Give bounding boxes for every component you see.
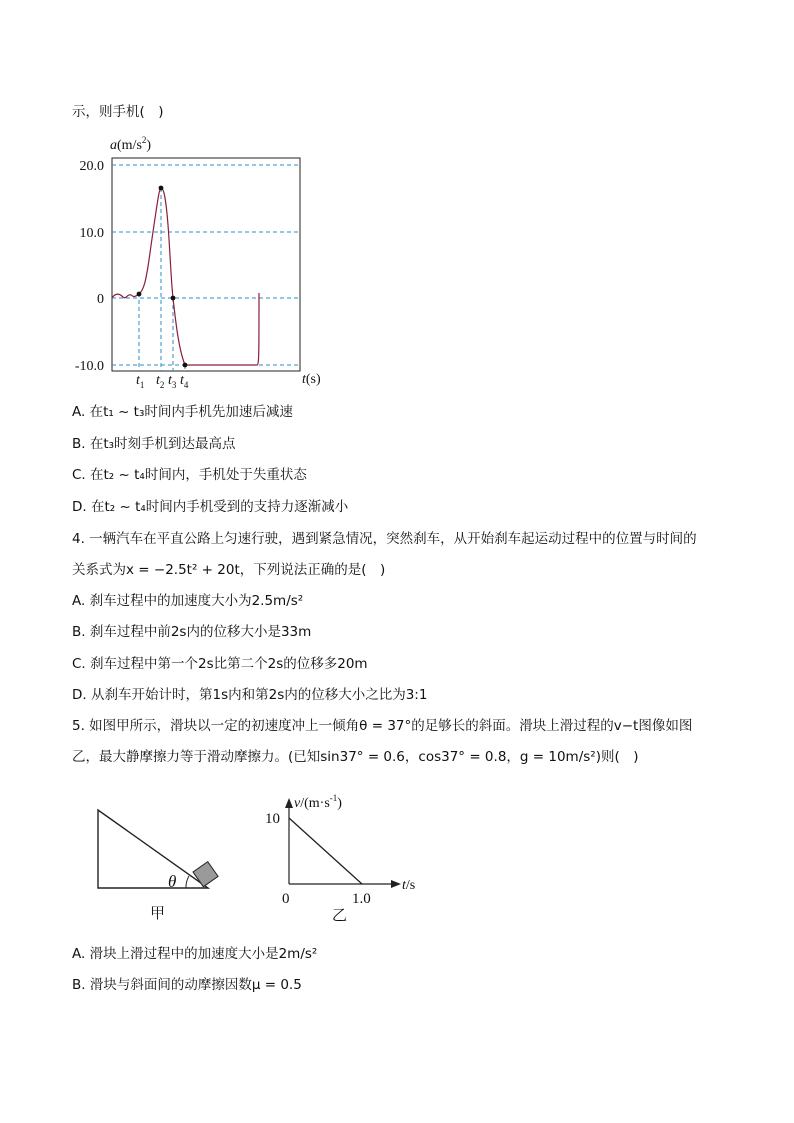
y-tick-20: 20.0: [79, 159, 104, 174]
t-axis-arrow: [391, 880, 401, 888]
q4-option-c: C. 刹车过程中第一个2s比第二个2s的位移多20m: [72, 656, 368, 672]
q4-stem-line2: 关系式为x = −2.5t² + 20t，下列说法正确的是( ): [72, 562, 386, 578]
q3-option-b: B. 在t₃时刻手机到达最高点: [72, 436, 236, 452]
t-axis-label: t/s: [402, 878, 416, 893]
y-tick-0: 0: [97, 292, 104, 307]
y-tick-minus10: -10.0: [74, 359, 104, 374]
q4-option-a: A. 刹车过程中的加速度大小为2.5m/s²: [72, 593, 304, 609]
marker-t3: $t_3$: [168, 373, 177, 390]
v-tick-10: 10: [265, 811, 280, 827]
incline-figure-jia: [90, 800, 230, 925]
marker-t1: $t_1$: [136, 373, 145, 390]
v-axis-arrow: [285, 798, 293, 808]
point-t3: [171, 296, 176, 301]
q4-stem-line1: 4. 一辆汽车在平直公路上匀速行驶，遇到紧急情况，突然刹车，从开始刹车起运动过程中的位置与时间的: [72, 531, 697, 547]
point-t1: [137, 292, 142, 297]
acceleration-curve: [112, 188, 259, 365]
origin-label: 0: [282, 891, 290, 907]
v-axis-label: $v/(m\cdot s^{-1})$: [294, 793, 342, 811]
marker-t4: $t_4$: [180, 373, 189, 390]
q3-option-c: C. 在t₂ ~ t₄时间内，手机处于失重状态: [72, 467, 307, 483]
q5-option-a: A. 滑块上滑过程中的加速度大小是2m/s²: [72, 946, 318, 962]
marker-t2: $t_2$: [156, 373, 165, 390]
caption-yi: 乙: [332, 906, 348, 924]
question-3-stem-tail: 示，则手机( ): [72, 104, 164, 120]
y-axis-label: $a(m/s^2)$: [110, 135, 152, 153]
angle-arc: [186, 876, 189, 888]
x-axis-label: t(s): [302, 372, 321, 387]
q5-option-b: B. 滑块与斜面间的动摩擦因数μ = 0.5: [72, 977, 302, 993]
acceleration-time-graph: [60, 130, 340, 395]
angle-label: θ: [168, 872, 177, 891]
q5-stem-line1: 5. 如图甲所示，滑块以一定的初速度冲上一倾角θ = 37°的足够长的斜面。滑块上滑过程的v−t图像如图: [72, 718, 693, 734]
sliding-block: [193, 862, 218, 887]
q5-stem-line2: 乙，最大静摩擦力等于滑动摩擦力。(已知sin37° = 0.6，cos37° = 0.8，g = 10m/s²)则( ): [72, 749, 639, 765]
q3-option-d: D. 在t₂ ~ t₄时间内手机受到的支持力逐渐减小: [72, 499, 349, 515]
y-tick-10: 10.0: [79, 226, 104, 241]
incline-triangle: [98, 810, 208, 888]
q3-option-a: A. 在t₁ ~ t₃时间内手机先加速后减速: [72, 404, 293, 420]
velocity-time-graph-yi: [262, 790, 432, 925]
q4-option-b: B. 刹车过程中前2s内的位移大小是33m: [72, 624, 312, 640]
q4-option-d: D. 从刹车开始计时，第1s内和第2s内的位移大小之比为3:1: [72, 687, 428, 703]
point-t4: [183, 363, 188, 368]
velocity-line: [289, 818, 362, 884]
plot-frame: [112, 158, 300, 371]
point-t2: [159, 186, 164, 191]
t-tick-1: 1.0: [352, 891, 371, 907]
caption-jia: 甲: [150, 904, 166, 922]
